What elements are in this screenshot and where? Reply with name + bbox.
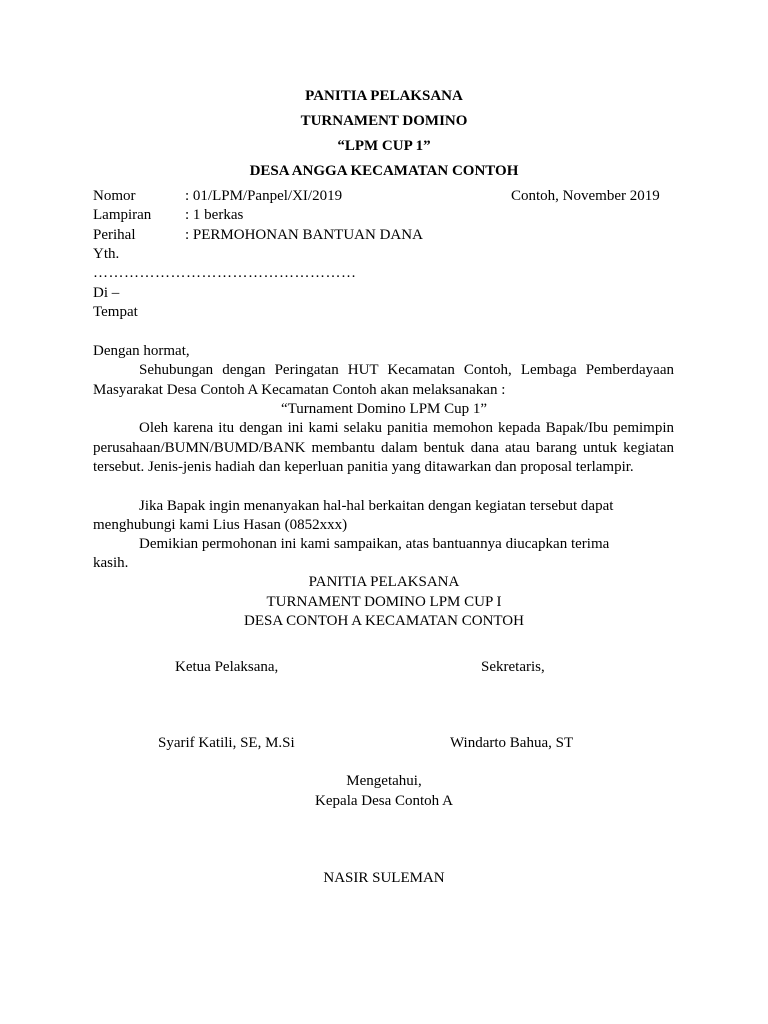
recipient-tempat: Tempat <box>93 304 138 320</box>
recipient-di: Di – <box>93 285 120 301</box>
place-date: Contoh, November 2019 <box>511 188 660 204</box>
header-line-4: DESA ANGGA KECAMATAN CONTOH <box>249 163 519 179</box>
perihal-label: Perihal <box>93 227 136 243</box>
para4-line2: kasih. <box>93 555 129 571</box>
closing-line-3: DESA CONTOH A KECAMATAN CONTOH <box>244 613 524 629</box>
kades-name: NASIR SULEMAN <box>323 870 445 886</box>
mengetahui: Mengetahui, <box>346 773 422 789</box>
header-line-3: “LPM CUP 1” <box>337 138 431 154</box>
para2: Oleh karena itu dengan ini kami selaku panitia memohon kepada Bapak/Ibu pemimpin perusahaan/BUMN/BUMD/BANK membantu dalam bentuk dana atau barang untuk kegiatan tersebut. Jenis-jenis hadiah dan keperluan panitia yang ditawarkan dan proposal terlampir. <box>93 420 674 476</box>
closing-line-2: TURNAMENT DOMINO LPM CUP I <box>266 594 502 610</box>
ketua-title: Ketua Pelaksana, <box>175 659 279 675</box>
para1-line1: Sehubungan dengan Peringatan HUT Kecamatan Contoh, Lembaga Pemberdayaan <box>139 362 674 378</box>
kades-title: Kepala Desa Contoh A <box>315 793 453 809</box>
lampiran-value: : 1 berkas <box>185 207 244 223</box>
event-name: “Turnament Domino LPM Cup 1” <box>280 401 488 417</box>
para1-line2: Masyarakat Desa Contoh A Kecamatan Contoh akan melaksanakan : <box>93 382 506 398</box>
recipient-dots: …………………………………………… <box>93 265 357 281</box>
header-line-1: PANITIA PELAKSANA <box>305 88 463 104</box>
nomor-value: : 01/LPM/Panpel/XI/2019 <box>185 188 343 204</box>
perihal-value: : PERMOHONAN BANTUAN DANA <box>185 227 423 243</box>
ketua-name: Syarif Katili, SE, M.Si <box>158 735 295 751</box>
para3-line2: menghubungi kami Lius Hasan (0852xxx) <box>93 517 348 533</box>
sekretaris-title: Sekretaris, <box>481 659 545 675</box>
sekretaris-name: Windarto Bahua, ST <box>450 735 574 751</box>
para3-line1: Jika Bapak ingin menanyakan hal-hal berkaitan dengan kegiatan tersebut dapat <box>139 498 614 514</box>
lampiran-label: Lampiran <box>93 207 152 223</box>
para4-line1: Demikian permohonan ini kami sampaikan, atas bantuannya diucapkan terima <box>139 536 610 552</box>
header-line-2: TURNAMENT DOMINO <box>300 113 468 129</box>
nomor-label: Nomor <box>93 188 136 204</box>
greeting: Dengan hormat, <box>93 343 190 359</box>
closing-line-1: PANITIA PELAKSANA <box>308 574 460 590</box>
recipient-yth: Yth. <box>93 246 120 262</box>
